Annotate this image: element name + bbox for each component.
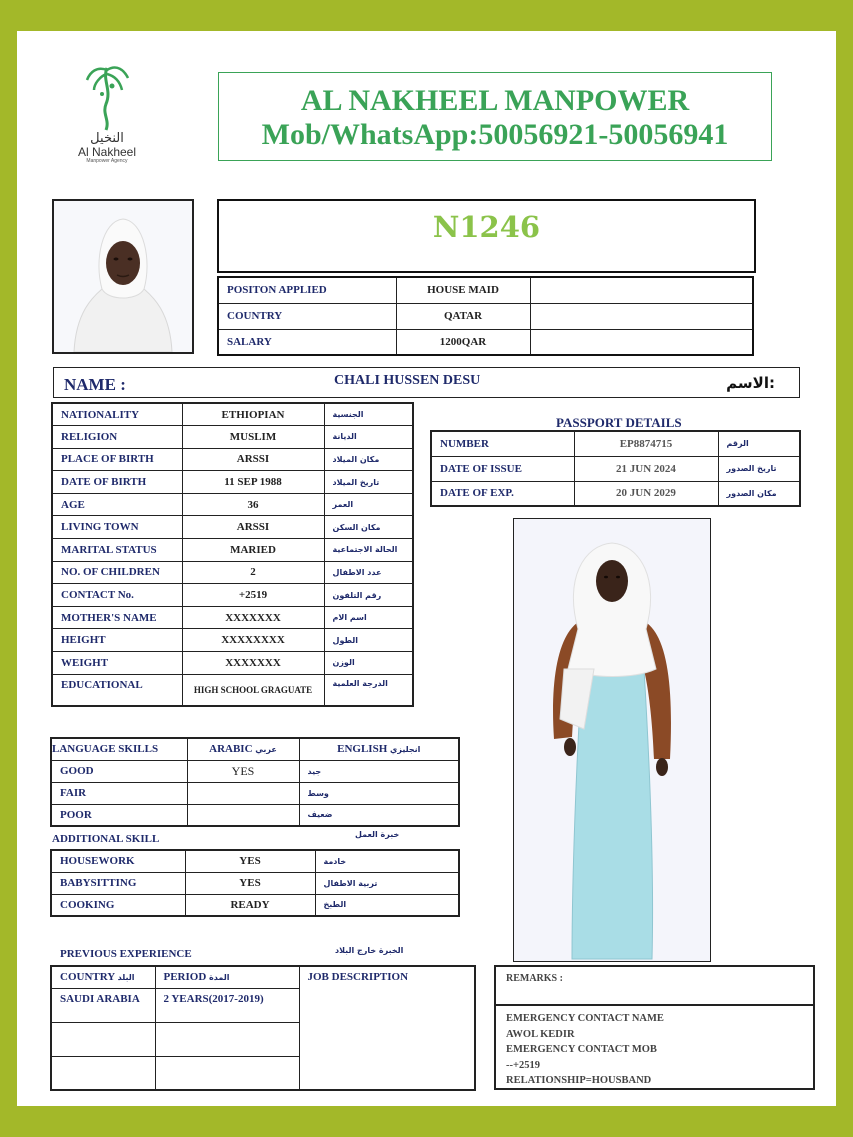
passport-value: 20 JUN 2029 — [574, 481, 718, 506]
salary-label: SALARY — [218, 329, 396, 355]
english-level-arabic: ضعيف — [299, 804, 459, 826]
field-label: NATIONALITY — [52, 403, 182, 426]
empty-cell — [155, 1022, 299, 1056]
table-row — [52, 448, 413, 471]
arabic-level-value — [187, 804, 299, 826]
arabic-level-value — [187, 782, 299, 804]
table-row — [52, 516, 413, 539]
emergency-contact-info — [506, 1011, 664, 1089]
emergency-mob: --+2519 — [506, 1059, 540, 1071]
field-label: MARITAL STATUS — [52, 539, 182, 562]
field-label-arabic: العمر — [324, 493, 413, 516]
position-table — [217, 276, 754, 356]
remarks-label: REMARKS : — [496, 967, 813, 1006]
logo-arabic: النخيل — [90, 131, 124, 146]
table-row — [51, 850, 459, 872]
table-row — [52, 426, 413, 449]
candidate-code: N1246 — [432, 210, 541, 244]
table-row — [52, 674, 413, 706]
field-label: PLACE OF BIRTH — [52, 448, 182, 471]
additional-skill-title-arabic: خبرة العمل — [355, 830, 400, 839]
passport-table — [430, 430, 801, 507]
personal-details-table — [51, 402, 414, 707]
table-row — [52, 403, 413, 426]
field-label-arabic: الوزن — [324, 652, 413, 675]
field-label-arabic: الدرجة العلمية — [324, 674, 413, 706]
field-label: EDUCATIONAL — [52, 674, 182, 706]
experience-period: 2 YEARS(2017-2019) — [155, 988, 299, 1022]
table-row — [431, 456, 800, 481]
additional-skill-title: ADDITIONAL SKILL — [52, 833, 160, 845]
table-row — [52, 471, 413, 494]
candidate-code-box — [217, 199, 756, 273]
empty-cell — [51, 1022, 155, 1056]
table-row — [51, 760, 459, 782]
agency-logo — [52, 60, 162, 180]
field-label: AGE — [52, 493, 182, 516]
empty-cell — [530, 329, 753, 355]
field-label: DATE OF BIRTH — [52, 471, 182, 494]
previous-experience-title: PREVIOUS EXPERIENCE — [60, 948, 192, 960]
language-header: LANGUAGE SKILLS — [51, 738, 187, 760]
field-label: MOTHER'S NAME — [52, 606, 182, 629]
field-value: 11 SEP 1988 — [182, 471, 324, 494]
table-row — [51, 872, 459, 894]
table-row — [52, 539, 413, 562]
field-value: MUSLIM — [182, 426, 324, 449]
country-label: COUNTRY — [218, 303, 396, 329]
passport-value: 21 JUN 2024 — [574, 456, 718, 481]
field-label: WEIGHT — [52, 652, 182, 675]
table-row — [431, 481, 800, 506]
remarks-box — [494, 965, 815, 1090]
field-label-arabic: الديانة — [324, 426, 413, 449]
name-bar — [53, 367, 800, 398]
position-label: POSITON APPLIED — [218, 277, 396, 303]
country-column-header: COUNTRY البلد — [51, 966, 155, 988]
table-row — [52, 652, 413, 675]
skill-label-arabic: تربية الاطفال — [315, 872, 459, 894]
table-row — [52, 629, 413, 652]
name-label: NAME : — [64, 375, 126, 394]
field-value: 2 — [182, 561, 324, 584]
passport-label: DATE OF EXP. — [431, 481, 574, 506]
agency-contact: Mob/WhatsApp:50056921-50056941 — [261, 118, 729, 151]
table-row — [52, 493, 413, 516]
period-column-header: PERIOD المدة — [155, 966, 299, 988]
field-label: NO. OF CHILDREN — [52, 561, 182, 584]
portrait-photo — [52, 199, 194, 354]
skill-value: YES — [185, 850, 315, 872]
field-label-arabic: مكان السكن — [324, 516, 413, 539]
passport-label-arabic: الرقم — [718, 431, 800, 456]
relationship: RELATIONSHIP=HOUSBAND — [506, 1075, 652, 1086]
passport-label-arabic: مكان الصدور — [718, 481, 800, 506]
table-row — [52, 561, 413, 584]
field-value: ARSSI — [182, 516, 324, 539]
table-row — [51, 804, 459, 826]
full-body-photo — [513, 518, 711, 962]
palm-logo-icon — [82, 60, 132, 132]
english-column-header: ENGLISH انجليزي — [299, 738, 459, 760]
field-label: CONTACT No. — [52, 584, 182, 607]
skill-label: BABYSITTING — [51, 872, 185, 894]
empty-cell — [530, 303, 753, 329]
table-row — [218, 277, 753, 303]
field-label-arabic: الحالة الاجتماعية — [324, 539, 413, 562]
empty-cell — [530, 277, 753, 303]
experience-country: SAUDI ARABIA — [51, 988, 155, 1022]
table-row — [218, 303, 753, 329]
passport-value: EP8874715 — [574, 431, 718, 456]
english-level-arabic: وسط — [299, 782, 459, 804]
experience-table — [50, 965, 476, 1091]
passport-label-arabic: تاريخ الصدور — [718, 456, 800, 481]
field-value: ETHIOPIAN — [182, 403, 324, 426]
field-label-arabic: رقم التلفون — [324, 584, 413, 607]
name-label-arabic: الاسم: — [726, 374, 775, 392]
table-row — [51, 782, 459, 804]
agency-header — [218, 72, 772, 161]
field-label-arabic: تاريخ الميلاد — [324, 471, 413, 494]
country-value: QATAR — [396, 303, 530, 329]
language-skills-table — [50, 737, 460, 827]
logo-subtitle: Manpower Agency — [86, 158, 128, 164]
field-label: RELIGION — [52, 426, 182, 449]
skill-label-arabic: الطبخ — [315, 894, 459, 916]
logo-english: Al Nakheel — [77, 145, 137, 159]
field-label-arabic: اسم الام — [324, 606, 413, 629]
emergency-name-label: EMERGENCY CONTACT NAME — [506, 1013, 664, 1024]
language-level-label: GOOD — [51, 760, 187, 782]
passport-label: DATE OF ISSUE — [431, 456, 574, 481]
language-level-label: POOR — [51, 804, 187, 826]
emergency-name: AWOL KEDIR — [506, 1028, 575, 1040]
name-value: CHALI HUSSEN DESU — [334, 373, 481, 388]
passport-title: PASSPORT DETAILS — [556, 415, 682, 430]
position-value: HOUSE MAID — [396, 277, 530, 303]
field-value: 36 — [182, 493, 324, 516]
field-label-arabic: عدد الاطفال — [324, 561, 413, 584]
skill-label-arabic: خادمة — [315, 850, 459, 872]
skill-label: HOUSEWORK — [51, 850, 185, 872]
table-row — [52, 584, 413, 607]
skill-label: COOKING — [51, 894, 185, 916]
arabic-level-value: YES — [187, 760, 299, 782]
empty-cell — [51, 1056, 155, 1090]
field-value: HIGH SCHOOL GRAGUATE — [182, 674, 324, 706]
field-label: HEIGHT — [52, 629, 182, 652]
field-value: XXXXXXXX — [182, 629, 324, 652]
field-value: +2519 — [182, 584, 324, 607]
field-value: XXXXXXX — [182, 652, 324, 675]
table-row — [52, 606, 413, 629]
previous-experience-title-arabic: الخبرة خارج البلاد — [335, 946, 404, 955]
english-level-arabic: جيد — [299, 760, 459, 782]
skill-value: READY — [185, 894, 315, 916]
additional-skills-table — [50, 849, 460, 917]
table-row — [431, 431, 800, 456]
table-header-row — [51, 738, 459, 760]
agency-title: AL NAKHEEL MANPOWER — [300, 84, 690, 117]
empty-cell — [155, 1056, 299, 1090]
field-value: MARIED — [182, 539, 324, 562]
table-row — [51, 894, 459, 916]
field-label: LIVING TOWN — [52, 516, 182, 539]
field-value: ARSSI — [182, 448, 324, 471]
language-level-label: FAIR — [51, 782, 187, 804]
salary-value: 1200QAR — [396, 329, 530, 355]
field-label-arabic: مكان الميلاد — [324, 448, 413, 471]
passport-label: NUMBER — [431, 431, 574, 456]
table-header-row — [51, 966, 475, 988]
field-label-arabic: الجنسية — [324, 403, 413, 426]
field-value: XXXXXXX — [182, 606, 324, 629]
job-description-header: JOB DESCRIPTION — [299, 966, 475, 1090]
table-row — [218, 329, 753, 355]
field-label-arabic: الطول — [324, 629, 413, 652]
arabic-column-header: ARABIC عربي — [187, 738, 299, 760]
emergency-mob-label: EMERGENCY CONTACT MOB — [506, 1044, 657, 1055]
skill-value: YES — [185, 872, 315, 894]
